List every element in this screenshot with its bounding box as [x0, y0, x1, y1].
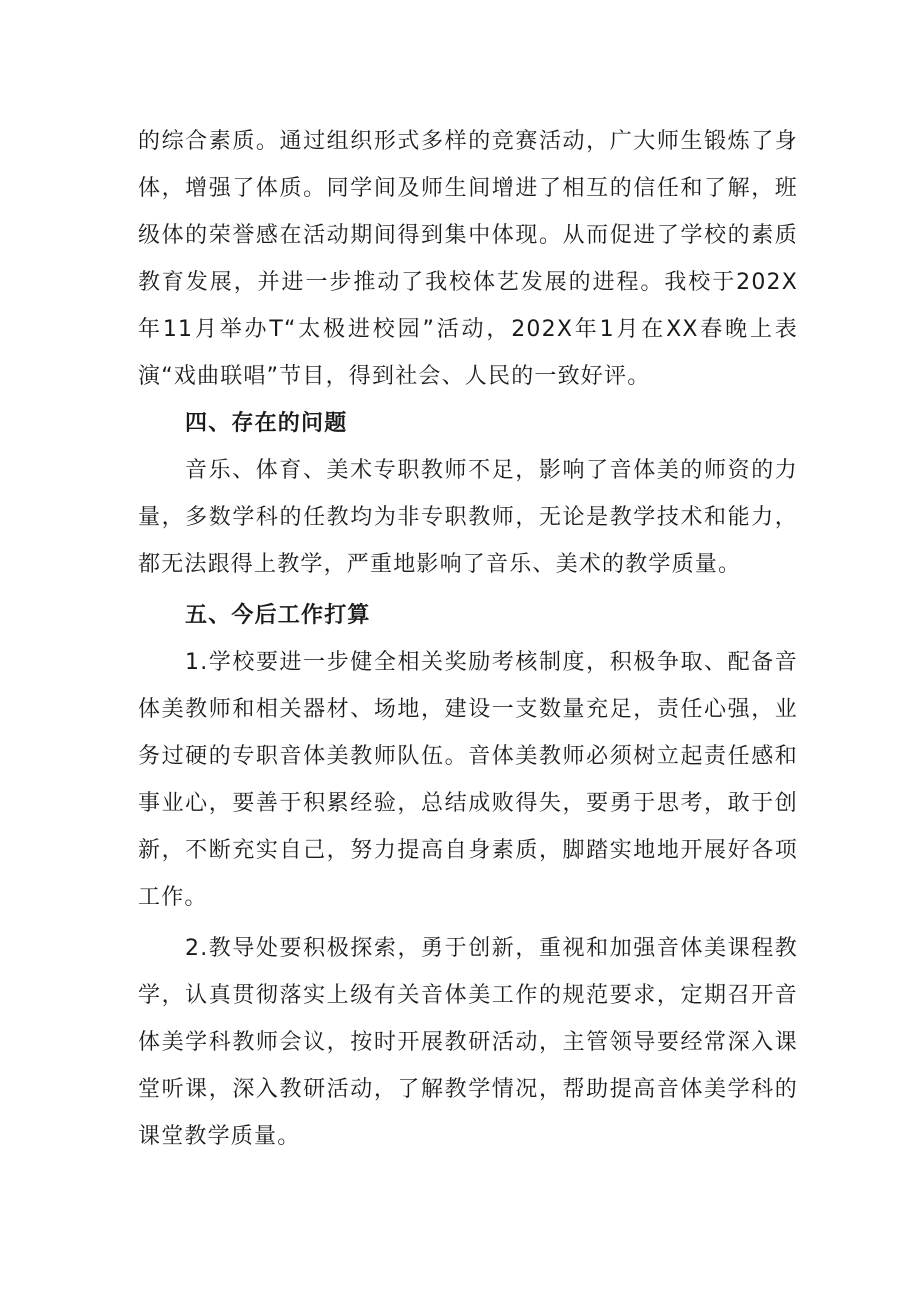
section-heading-future-plans: 五、今后工作打算 — [185, 603, 371, 628]
list-item-1: 1.学校要进一步健全相关奖励考核制度，积极争取、配备音体美教师和相关器材、场地，建设一支数量充足，责任心强，业务过硬的专职音体美教师队伍。音体美教师必须树立起责任感和事业心，要善于积累经验，总结成败得失，要勇于思考，敢于创新，不断充实自己，努力提高自身素质，脚踏实地地开展好各项工作。 — [138, 650, 798, 910]
section-heading-problems: 四、存在的问题 — [185, 411, 348, 436]
paragraph-problems: 音乐、体育、美术专职教师不足，影响了音体美的师资的力量，多数学科的任教均为非专职教师，无论是教学技术和能力，都无法跟得上教学，严重地影响了音乐、美术的教学质量。 — [138, 458, 798, 577]
document-page — [138, 118, 798, 1160]
paragraph-continued: 的综合素质。通过组织形式多样的竞赛活动，广大师生锻炼了身体，增强了体质。同学间及师生间增进了相互的信任和了解，班级体的荣誉感在活动期间得到集中体现。从而促进了学校的素质教育发展，并进一步推动了我校体艺发展的进程。我校于202X年11月举办T“太极进校园”活动，202X年1月在XX春晚上表演“戏曲联唱”节目，得到社会、人民的一致好评。 — [138, 129, 798, 389]
list-item-2: 2.教导处要积极探索，勇于创新，重视和加强音体美课程教学，认真贯彻落实上级有关音体美工作的规范要求，定期召开音体美学科教师会议，按时开展教研活动，主管领导要经常深入课堂听课，深入教研活动，了解教学情况，帮助提高音体美学科的课堂教学质量。 — [138, 936, 798, 1149]
